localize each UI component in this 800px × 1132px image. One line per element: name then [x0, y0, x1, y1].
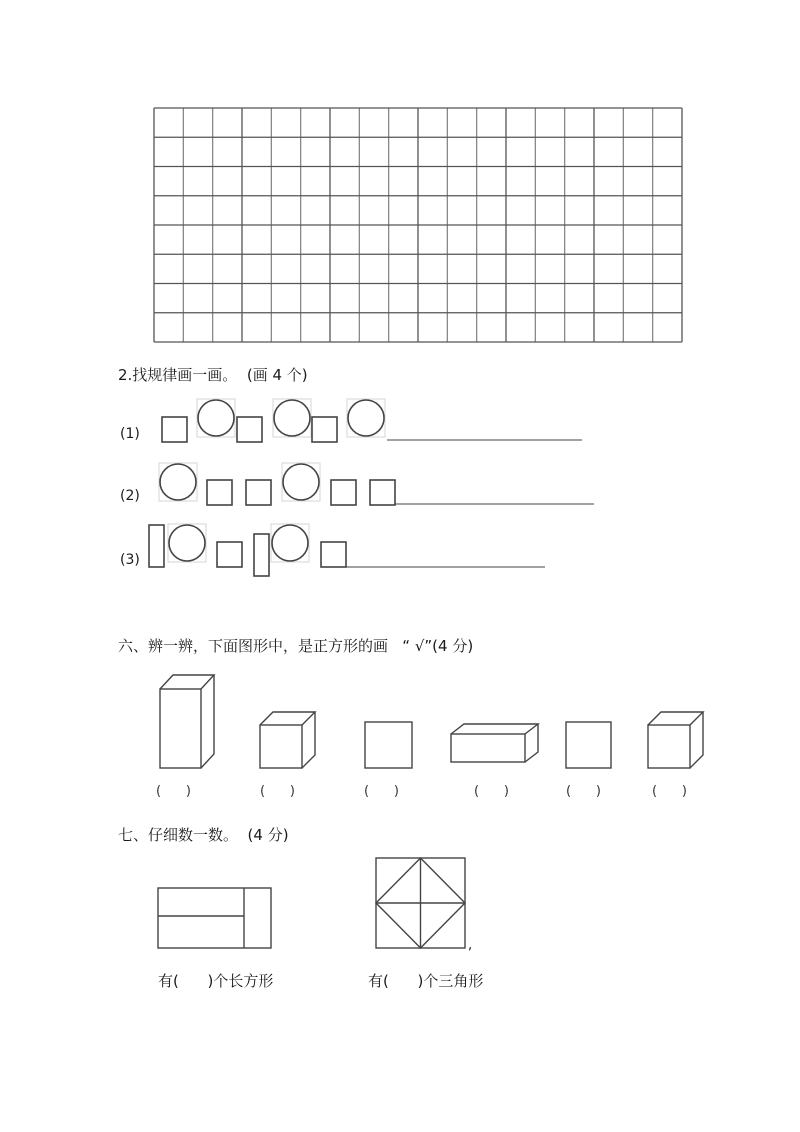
answer-blank-2[interactable]: ( )	[260, 784, 295, 799]
answer-blank-1[interactable]: ( )	[156, 784, 191, 799]
answer-blank-3[interactable]: ( )	[364, 784, 399, 799]
circle-bounding-box	[159, 463, 197, 501]
circle-shape	[274, 400, 310, 436]
count-triangles-question[interactable]: 有( )个三角形	[368, 972, 484, 990]
count-rectangles-question[interactable]: 有( )个长方形	[158, 972, 274, 990]
square-shape	[217, 542, 242, 567]
figure-divided-rectangle	[158, 888, 271, 948]
shape-cube	[648, 712, 703, 768]
circle-shape	[272, 525, 308, 561]
circle-shape	[283, 464, 319, 500]
figure-square-with-diamond	[376, 858, 465, 948]
shape-cuboid-tall	[160, 675, 214, 768]
square-shape	[312, 417, 337, 442]
circle-shape	[198, 400, 234, 436]
pattern-row-2	[159, 463, 594, 505]
section-seven-title: 七、仔细数一数。 (4 分)	[118, 826, 289, 844]
section-six-title: 六、辨一辨，下面图形中，是正方形的画 “ √”(4 分)	[118, 637, 474, 655]
pattern-row-2-label: (2)	[120, 488, 140, 504]
answer-blank-5[interactable]: ( )	[566, 784, 601, 799]
count-figures	[158, 858, 465, 948]
circle-bounding-box	[168, 524, 206, 562]
shape-square	[365, 722, 412, 768]
circle-bounding-box	[273, 399, 311, 437]
circle-shape	[169, 525, 205, 561]
square-shape	[237, 417, 262, 442]
shape-square	[566, 722, 611, 768]
square-shape	[331, 480, 356, 505]
tall-rectangle-shape	[254, 534, 269, 576]
pattern-row-1	[162, 399, 582, 442]
shape-cube	[260, 712, 315, 768]
circle-bounding-box	[347, 399, 385, 437]
square-shape	[162, 417, 187, 442]
square-shape	[370, 480, 395, 505]
pattern-row-3-label: (3)	[120, 552, 140, 568]
square-shape	[246, 480, 271, 505]
answer-blank-6[interactable]: ( )	[652, 784, 687, 799]
square-shape	[321, 542, 346, 567]
shape-cuboid-long	[451, 724, 538, 762]
trailing-comma: ,	[468, 938, 473, 953]
circle-bounding-box	[282, 463, 320, 501]
circle-bounding-box	[271, 524, 309, 562]
pattern-row-1-label: (1)	[120, 426, 140, 442]
circle-bounding-box	[197, 399, 235, 437]
tall-rectangle-shape	[149, 525, 164, 567]
pattern-section-title: 2.找规律画一画。 (画 4 个)	[118, 366, 308, 384]
square-shape	[207, 480, 232, 505]
circle-shape	[348, 400, 384, 436]
pattern-row-3	[149, 524, 545, 576]
identify-squares-figures	[160, 675, 703, 768]
answer-blank-4[interactable]: ( )	[474, 784, 509, 799]
circle-shape	[160, 464, 196, 500]
